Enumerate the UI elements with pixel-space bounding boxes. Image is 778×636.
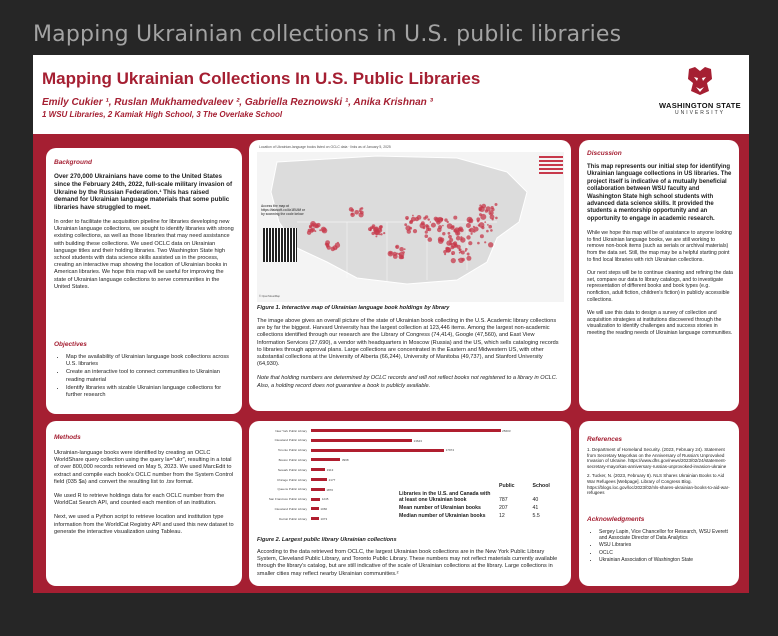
holding-marker[interactable] bbox=[482, 204, 487, 209]
holding-marker[interactable] bbox=[468, 218, 473, 223]
legend-swatch bbox=[539, 160, 563, 162]
legend-swatch bbox=[539, 168, 563, 170]
holding-marker[interactable] bbox=[467, 253, 470, 256]
holding-marker[interactable] bbox=[310, 221, 316, 227]
holding-marker[interactable] bbox=[333, 245, 338, 250]
holding-marker[interactable] bbox=[410, 220, 413, 223]
holding-marker[interactable] bbox=[371, 232, 374, 235]
methods-card bbox=[46, 421, 242, 586]
poster-header bbox=[33, 55, 749, 134]
holding-marker[interactable] bbox=[380, 229, 382, 231]
holding-marker[interactable] bbox=[446, 240, 451, 245]
bar-label: Newark Public Library bbox=[277, 467, 307, 472]
ukrainian-books-map[interactable] bbox=[257, 152, 564, 302]
holding-marker[interactable] bbox=[404, 248, 406, 250]
holding-marker[interactable] bbox=[453, 216, 457, 220]
reference-1: 1. Department of Homeland Security. (2023, February 24). Statement from Secretary Mayorkas on the Anniversary of Russia's Unprovoked Invasion of Ukraine. https://www.dhs.gov/news/2023/02/24/statement-secretary-mayorkas-anniversary-russias-unprovoked-invasion-ukraine bbox=[587, 447, 727, 469]
holding-marker[interactable] bbox=[431, 223, 436, 228]
acknowledgment-item: • Ukrainian Association of Washington State bbox=[599, 557, 733, 563]
holding-marker[interactable] bbox=[425, 215, 428, 218]
stats-table bbox=[397, 482, 567, 520]
figure2-caption: Figure 2. Largest public library Ukrainian collections bbox=[257, 537, 397, 543]
row-public: 207 bbox=[499, 505, 508, 511]
map-graphic bbox=[257, 152, 564, 302]
holding-marker[interactable] bbox=[456, 229, 458, 231]
figure2-card bbox=[249, 421, 571, 586]
holding-marker[interactable] bbox=[426, 228, 429, 231]
holding-marker[interactable] bbox=[479, 222, 485, 228]
bar-value-label: 1073 bbox=[320, 516, 328, 521]
holding-marker[interactable] bbox=[484, 221, 486, 223]
holding-marker[interactable] bbox=[466, 235, 470, 239]
bar-label: Cleveland Public Library bbox=[274, 506, 307, 511]
holding-marker[interactable] bbox=[379, 225, 382, 228]
holding-marker[interactable] bbox=[451, 246, 455, 250]
acknowledgment-item: • Sergey Lapin, Vice Chancellor for Research, WSU Everett and Associate Director of Data Analytics bbox=[599, 529, 733, 541]
bar-label: Cleveland Public Library bbox=[274, 438, 307, 443]
holding-marker[interactable] bbox=[447, 223, 453, 229]
methods-p2: We used R to retrieve holdings data for each OCLC number from the WorldCat Search API, and counted each mention of an institution. bbox=[54, 493, 225, 507]
bar-label: New York Public Library bbox=[275, 428, 307, 433]
holding-marker[interactable] bbox=[307, 231, 311, 235]
bar-value-label: 2177 bbox=[328, 477, 336, 482]
bar-value-label: 1066 bbox=[320, 507, 328, 512]
holding-marker[interactable] bbox=[436, 220, 440, 224]
bar-label: San Francisco Public Library bbox=[268, 497, 307, 502]
discussion-p3: Our next steps will be to continue cleaning and refining the data set, compare our data to library catalogs, and to investigate representation of different books and book types (e.g. nonfiction, adult fiction, children's fiction) in publicly accessible collections. bbox=[587, 270, 733, 303]
holding-marker[interactable] bbox=[488, 225, 492, 229]
holding-marker[interactable] bbox=[458, 258, 463, 263]
holding-marker[interactable] bbox=[471, 233, 473, 235]
holding-marker[interactable] bbox=[413, 229, 417, 233]
holding-marker[interactable] bbox=[479, 204, 481, 206]
holding-marker[interactable] bbox=[466, 256, 471, 261]
holding-marker[interactable] bbox=[376, 230, 379, 233]
table-row bbox=[397, 490, 567, 504]
row-school: 41 bbox=[532, 505, 539, 511]
bar bbox=[311, 478, 327, 481]
bar-value-label: 1245 bbox=[321, 497, 329, 502]
holding-marker[interactable] bbox=[447, 221, 449, 223]
holding-marker[interactable] bbox=[404, 223, 407, 226]
references-heading: References bbox=[587, 436, 623, 443]
discussion-text bbox=[587, 164, 733, 344]
holding-marker[interactable] bbox=[359, 209, 362, 212]
holding-marker[interactable] bbox=[428, 218, 430, 220]
holding-marker[interactable] bbox=[495, 217, 498, 220]
objective-item: • Create an interactive tool to connect communities to Ukrainian reading material bbox=[66, 369, 234, 383]
bar-value-label: 17974 bbox=[445, 448, 454, 453]
holding-marker[interactable] bbox=[480, 214, 486, 220]
row-label: Median number of Ukrainian books bbox=[399, 513, 486, 519]
map-legend bbox=[539, 156, 563, 176]
holding-marker[interactable] bbox=[490, 213, 492, 215]
holding-marker[interactable] bbox=[444, 253, 446, 255]
objectives-list bbox=[58, 354, 234, 400]
figure1-caption: Figure 1. Interactive map of Ukrainian language book holdings by library bbox=[257, 305, 450, 311]
methods-text bbox=[54, 450, 234, 543]
holding-marker[interactable] bbox=[486, 230, 489, 233]
stats-header-row bbox=[397, 482, 567, 490]
holding-marker[interactable] bbox=[460, 237, 465, 242]
holding-marker[interactable] bbox=[485, 210, 488, 213]
holding-marker[interactable] bbox=[445, 247, 449, 251]
holding-marker[interactable] bbox=[491, 206, 494, 209]
poster-title: Mapping Ukrainian Collections In U.S. Public Libraries bbox=[42, 69, 481, 88]
reference-2: 2. Tucker, N. (2023, February 8). NLS Shares Ukrainian Books to Aid War Refugees [Webpage]. Library of Congress Blog. https://blogs.loc.gov/loc/2023/02/nls-shares-ukrainian-books-to-aid-war-refugees bbox=[587, 473, 730, 496]
holding-marker[interactable] bbox=[383, 232, 385, 234]
bar bbox=[311, 517, 319, 520]
holding-marker[interactable] bbox=[442, 232, 445, 235]
poster-affiliations: 1 WSU Libraries, 2 Kamiak High School, 3 The Overlake School bbox=[42, 110, 283, 119]
bar-label: Chicago Public Library bbox=[276, 477, 307, 482]
holding-marker[interactable] bbox=[399, 247, 404, 252]
discussion-p2: While we hope this map will be of assistance to anyone looking to find Ukrainian language books, we are still working to remove non-book items (such as serials or archival materials) from the data set. Still, the map may be a helpful starting point to find local libraries with rich Ukrainian collections. bbox=[587, 230, 732, 263]
poster-authors: Emily Cukier ¹, Ruslan Mukhamedvaleev ², Gabriella Reznowski ¹, Anika Krishnan ³ bbox=[42, 97, 433, 108]
legend-swatch bbox=[539, 156, 563, 158]
map-credit: © OpenStreetMap bbox=[259, 295, 280, 298]
holding-marker[interactable] bbox=[478, 207, 482, 211]
table-row bbox=[397, 512, 567, 520]
bar bbox=[311, 439, 412, 442]
map-title: Location of Ukrainian-language books listed on OCLC data · links as of January 5, 2025 bbox=[259, 145, 391, 149]
background-text bbox=[54, 173, 234, 298]
holding-marker[interactable] bbox=[474, 227, 479, 232]
holding-marker[interactable] bbox=[350, 213, 355, 218]
col-school: School bbox=[532, 483, 550, 489]
bar bbox=[311, 468, 325, 471]
holding-marker[interactable] bbox=[314, 230, 316, 232]
background-heading: Background bbox=[54, 159, 92, 166]
bar bbox=[311, 498, 320, 501]
holding-marker[interactable] bbox=[492, 218, 494, 220]
holding-marker[interactable] bbox=[458, 259, 460, 261]
holding-marker[interactable] bbox=[354, 210, 359, 215]
holding-marker[interactable] bbox=[495, 203, 498, 206]
poster bbox=[33, 55, 749, 593]
discussion-card bbox=[579, 140, 739, 411]
holding-marker[interactable] bbox=[425, 224, 428, 227]
bar-value-label: 25603 bbox=[502, 428, 511, 433]
background-p1: Over 270,000 Ukrainians have come to the United States since the February 24th, 2022, full-scale military invasion of Ukraine by the Russian Federation.¹ This has raised demand for Ukrainian language materials that some public libraries have struggled to meet. bbox=[54, 173, 233, 212]
bar-label: Boston Public Library bbox=[278, 457, 307, 462]
holding-marker[interactable] bbox=[490, 229, 493, 232]
holding-marker[interactable] bbox=[326, 244, 330, 248]
holding-marker[interactable] bbox=[351, 209, 354, 212]
cougar-head-icon bbox=[685, 65, 715, 97]
bar-label: Toronto Public Library bbox=[277, 448, 307, 453]
figure1-p1: The image above gives an overall picture of the state of Ukrainian book collecting in the U.S. Academic library collections are by far the biggest. Harvard University has the largest collection at 123,446 items. Among the largest non-academic collections identified through our research are the Library of Congress (74,414), Google (47,560), and East View Information Services (27,690), a vendor with headquarters in Moscow (Russia) and the US, which sells cataloging records to libraries through approval plans. Large collections are concentrated in the Eastern and Midwestern US, with other substantial collections at the University of Alberta (66,244), University of Manitoba (49,737), and Stanford University (64,930). bbox=[257, 318, 559, 368]
holding-marker[interactable] bbox=[393, 254, 398, 259]
holding-marker[interactable] bbox=[480, 234, 484, 238]
methods-p1: Ukrainian-language books were identified by creating an OCLC WorldShare query collection using the query la="ukr", resulting in a total of over 800,000 records retrieved on May 5, 2023. We used MarcEdit to extract and compile each book's OCLC number from the System Control field (035 $a) and convert the resulting list to .tsv format. bbox=[54, 450, 234, 485]
holding-marker[interactable] bbox=[316, 223, 320, 227]
holding-marker[interactable] bbox=[399, 255, 404, 260]
row-school: 40 bbox=[532, 497, 539, 503]
row-label: Libraries in the U.S. and Canada with at least one Ukrainian book bbox=[399, 491, 491, 503]
holding-marker[interactable] bbox=[487, 224, 489, 226]
objectives-card bbox=[46, 332, 242, 414]
holding-marker[interactable] bbox=[417, 215, 422, 220]
holding-marker[interactable] bbox=[457, 233, 459, 235]
bar-value-label: 13643 bbox=[413, 438, 422, 443]
holding-marker[interactable] bbox=[456, 236, 461, 241]
methods-p3: Next, we used a Python script to retrieve location and institution type information from the WorldCat Registry API and used this new dataset to generate the interactive visualization using Tableau. bbox=[54, 514, 234, 535]
discussion-p1: This map represents our initial step for identifying Ukrainian language collections in US libraries. The project itself is indicative of a mutually beneficial collaboration between WSU faculty and Washington State high school students with advanced data science skills. It provided the students a mentorship opportunity and an opportunity to engage in academic research. bbox=[587, 164, 732, 222]
window-title: Mapping Ukrainian collections in U.S. public libraries bbox=[33, 22, 622, 47]
acknowledgment-item: • WSU Libraries bbox=[599, 542, 733, 548]
holding-marker[interactable] bbox=[459, 248, 462, 251]
bar-value-label: 1870 bbox=[326, 487, 334, 492]
acknowledgment-item: • OCLC bbox=[599, 550, 733, 556]
holding-marker[interactable] bbox=[396, 246, 398, 248]
bar-label: Detroit Public Library bbox=[279, 516, 307, 521]
bar-label: Queens Public Library bbox=[277, 487, 307, 492]
holding-marker[interactable] bbox=[437, 228, 442, 233]
holding-marker[interactable] bbox=[388, 251, 394, 257]
legend-swatch bbox=[539, 172, 563, 174]
row-label: Mean number of Ukrainian books bbox=[399, 505, 481, 511]
bar bbox=[311, 458, 340, 461]
holding-marker[interactable] bbox=[469, 229, 472, 232]
holding-marker[interactable] bbox=[375, 235, 377, 237]
holding-marker[interactable] bbox=[477, 242, 480, 245]
references-text bbox=[587, 447, 733, 503]
holding-marker[interactable] bbox=[442, 225, 444, 227]
holding-marker[interactable] bbox=[451, 258, 456, 263]
logo-subtext: UNIVERSITY bbox=[674, 110, 725, 116]
holding-marker[interactable] bbox=[434, 217, 438, 221]
objective-item: • Identify libraries with sizable Ukrainian language collections for further research bbox=[66, 385, 234, 399]
holding-marker[interactable] bbox=[448, 232, 451, 235]
legend-swatch bbox=[539, 164, 563, 166]
figure1-card bbox=[249, 140, 571, 411]
figure2-text: According to the data retrieved from OCLC, the largest Ukrainian book collections are in the New York Public Library System, Cleveland Public Library, and Toronto Public Library. These numbers may not reflect materials currently available through the library's catalog, but are still indicative of the scale of Ukrainian collections at the library. Large collections in smaller cities may reflect nearby Ukrainian communities.² bbox=[257, 549, 558, 577]
references-card bbox=[579, 421, 739, 586]
bar bbox=[311, 449, 444, 452]
holding-marker[interactable] bbox=[448, 235, 452, 239]
wsu-logo bbox=[657, 65, 743, 125]
holding-marker[interactable] bbox=[466, 223, 471, 228]
holding-marker[interactable] bbox=[443, 250, 447, 254]
holding-marker[interactable] bbox=[407, 229, 411, 233]
row-public: 12 bbox=[499, 513, 505, 519]
objectives-heading: Objectives bbox=[54, 341, 87, 348]
holding-marker[interactable] bbox=[428, 237, 433, 242]
figure1-text bbox=[257, 318, 563, 397]
acknowledgments-heading: Acknowledgments bbox=[587, 516, 645, 523]
holding-marker[interactable] bbox=[406, 218, 408, 220]
col-public: Public bbox=[499, 483, 515, 489]
holding-marker[interactable] bbox=[452, 253, 454, 255]
table-row bbox=[397, 504, 567, 512]
logo-text: WASHINGTON STATE bbox=[659, 101, 741, 110]
methods-heading: Methods bbox=[54, 434, 81, 441]
qr-code[interactable] bbox=[263, 228, 297, 262]
holding-marker[interactable] bbox=[400, 257, 402, 259]
bar bbox=[311, 429, 501, 432]
bar-value-label: 3968 bbox=[341, 458, 349, 463]
holding-marker[interactable] bbox=[370, 229, 372, 231]
holding-marker[interactable] bbox=[477, 220, 480, 223]
map-qr-note: Access the map at https://tabsoft.co/4e1EUIM or by scanning the code below bbox=[261, 204, 306, 216]
holding-marker[interactable] bbox=[468, 241, 472, 245]
objective-item: • Map the availability of Ukrainian language book collections across U.S. libraries bbox=[66, 354, 234, 368]
holding-marker[interactable] bbox=[425, 234, 429, 238]
row-school: 5.5 bbox=[532, 513, 540, 519]
holding-marker[interactable] bbox=[412, 215, 414, 217]
bar-value-label: 1913 bbox=[326, 467, 334, 472]
discussion-heading: Discussion bbox=[587, 150, 622, 157]
background-p2: In order to facilitate the acquisition pipeline for libraries developing new Ukrainian language collections, we sought to identify libraries with strong existing collections, as well as those libraries that may need assistance with building these collections. We used OCLC data on Ukrainian language titles and their holding libraries. Two Washington State high school students with data science skills assisted us in the process, creating an interactive map showing the location of Ukrainian books in American libraries. We hope this map will be useful for improving the state of Ukrainian language collections to serve communities in the United States. bbox=[54, 218, 234, 290]
row-public: 787 bbox=[499, 497, 508, 503]
holding-marker[interactable] bbox=[380, 233, 382, 235]
holding-marker[interactable] bbox=[430, 221, 432, 223]
holding-marker[interactable] bbox=[465, 248, 468, 251]
holding-marker[interactable] bbox=[423, 226, 426, 229]
bar bbox=[311, 488, 325, 491]
holding-marker[interactable] bbox=[484, 241, 486, 243]
bar bbox=[311, 507, 319, 510]
discussion-p4: We will use this data to design a survey of collection and acquisition strategies at institutions discovered through the visualization to identify challenges and success stories in meeting the reading needs of Ukrainian language communities. bbox=[587, 310, 733, 336]
holding-marker[interactable] bbox=[372, 224, 376, 228]
figure1-note: Note that holding numbers are determined by OCLC records and will not reflect books not registered to a library in OCLC. Also, a holding record does not guarantee a book is publicly available. bbox=[257, 375, 558, 389]
holding-marker[interactable] bbox=[438, 237, 443, 242]
holding-marker[interactable] bbox=[458, 227, 463, 232]
holding-marker[interactable] bbox=[488, 242, 493, 247]
holding-marker[interactable] bbox=[321, 227, 326, 232]
acknowledgments-list bbox=[591, 529, 733, 564]
